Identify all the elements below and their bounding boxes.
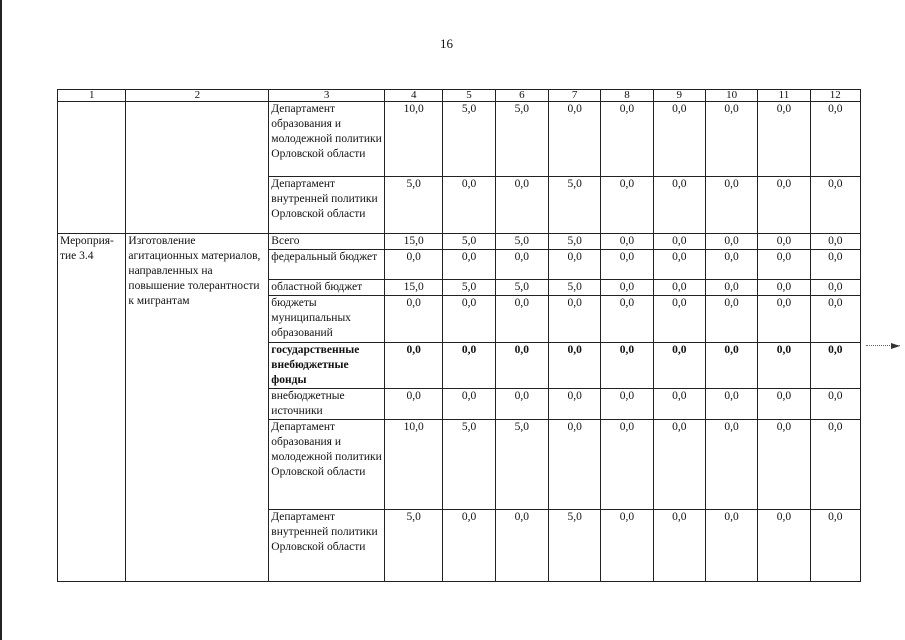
value-cell: 5,0	[443, 280, 495, 296]
header-cell: 1	[58, 90, 126, 102]
value-cell: 0,0	[810, 177, 860, 234]
table-header-row	[58, 90, 861, 102]
description-cell-blank	[126, 102, 269, 234]
activity-label: Мероприя-тие 3.4	[58, 234, 126, 582]
value-cell: 0,0	[810, 102, 860, 177]
funding-source: бюджеты муниципальных образований	[269, 296, 385, 343]
value-cell: 0,0	[385, 250, 443, 280]
value-cell: 0,0	[495, 389, 548, 420]
value-cell: 0,0	[705, 296, 757, 343]
value-cell: 0,0	[653, 280, 705, 296]
funding-source: Департамент образования и молодежной политики Орловской области	[269, 420, 385, 510]
value-cell: 0,0	[810, 250, 860, 280]
value-cell: 0,0	[653, 234, 705, 250]
value-cell: 0,0	[653, 102, 705, 177]
header-cell: 7	[549, 90, 601, 102]
value-cell: 5,0	[549, 510, 601, 582]
value-cell: 0,0	[758, 343, 810, 389]
value-cell: 0,0	[705, 280, 757, 296]
value-cell: 0,0	[601, 510, 653, 582]
value-cell: 10,0	[385, 420, 443, 510]
value-cell: 0,0	[705, 102, 757, 177]
activity-cell-blank	[58, 102, 126, 234]
value-cell: 0,0	[758, 510, 810, 582]
value-cell: 0,0	[495, 177, 548, 234]
value-cell: 5,0	[385, 510, 443, 582]
value-cell: 0,0	[758, 389, 810, 420]
header-cell: 11	[758, 90, 810, 102]
value-cell: 5,0	[443, 420, 495, 510]
value-cell: 0,0	[758, 280, 810, 296]
value-cell: 0,0	[549, 389, 601, 420]
value-cell: 0,0	[705, 420, 757, 510]
header-cell: 6	[495, 90, 548, 102]
value-cell: 0,0	[653, 296, 705, 343]
value-cell: 15,0	[385, 280, 443, 296]
header-cell: 9	[653, 90, 705, 102]
funding-source: Всего	[269, 234, 385, 250]
value-cell: 5,0	[495, 420, 548, 510]
value-cell: 5,0	[443, 234, 495, 250]
value-cell: 5,0	[495, 102, 548, 177]
value-cell: 0,0	[549, 102, 601, 177]
value-cell: 5,0	[549, 234, 601, 250]
value-cell: 0,0	[653, 343, 705, 389]
value-cell: 0,0	[810, 234, 860, 250]
value-cell: 0,0	[443, 296, 495, 343]
value-cell: 5,0	[549, 177, 601, 234]
value-cell: 0,0	[758, 234, 810, 250]
funding-source: федеральный бюджет	[269, 250, 385, 280]
value-cell: 0,0	[758, 250, 810, 280]
value-cell: 0,0	[385, 389, 443, 420]
funding-source: внебюджетные источники	[269, 389, 385, 420]
header-cell: 12	[810, 90, 860, 102]
value-cell: 0,0	[443, 389, 495, 420]
value-cell: 0,0	[549, 420, 601, 510]
table-row	[58, 234, 861, 250]
value-cell: 0,0	[705, 510, 757, 582]
value-cell: 5,0	[385, 177, 443, 234]
value-cell: 0,0	[810, 343, 860, 389]
value-cell: 0,0	[443, 343, 495, 389]
value-cell: 0,0	[705, 177, 757, 234]
value-cell: 0,0	[385, 296, 443, 343]
header-cell: 8	[601, 90, 653, 102]
header-cell: 5	[443, 90, 495, 102]
value-cell: 0,0	[443, 177, 495, 234]
value-cell: 0,0	[385, 343, 443, 389]
header-cell: 4	[385, 90, 443, 102]
funding-source: Департамент внутренней политики Орловской области	[269, 177, 385, 234]
value-cell: 5,0	[495, 234, 548, 250]
page-number: 16	[440, 36, 453, 51]
value-cell: 0,0	[443, 510, 495, 582]
value-cell: 0,0	[549, 343, 601, 389]
value-cell: 0,0	[549, 296, 601, 343]
value-cell: 5,0	[549, 280, 601, 296]
header-cell: 10	[705, 90, 757, 102]
value-cell: 0,0	[758, 177, 810, 234]
value-cell: 0,0	[601, 343, 653, 389]
budget-table	[57, 89, 861, 582]
page-left-edge	[0, 0, 2, 640]
header-cell: 3	[269, 90, 385, 102]
value-cell: 0,0	[495, 343, 548, 389]
funding-source: областной бюджет	[269, 280, 385, 296]
header-cell: 2	[126, 90, 269, 102]
funding-source: государственные внебюджетные фонды	[269, 343, 385, 389]
value-cell: 0,0	[810, 280, 860, 296]
value-cell: 0,0	[495, 510, 548, 582]
value-cell: 0,0	[653, 420, 705, 510]
value-cell: 0,0	[758, 102, 810, 177]
value-cell: 0,0	[758, 420, 810, 510]
funding-source: Департамент внутренней политики Орловской области	[269, 510, 385, 582]
value-cell: 0,0	[601, 177, 653, 234]
value-cell: 0,0	[495, 250, 548, 280]
value-cell: 0,0	[601, 420, 653, 510]
funding-source: Департамент образования и молодежной политики Орловской области	[269, 102, 385, 177]
value-cell: 0,0	[601, 234, 653, 250]
value-cell: 0,0	[653, 250, 705, 280]
value-cell: 0,0	[810, 389, 860, 420]
value-cell: 0,0	[601, 280, 653, 296]
value-cell: 0,0	[653, 510, 705, 582]
table-row	[58, 102, 861, 177]
margin-arrow-mark	[866, 345, 900, 350]
value-cell: 0,0	[810, 420, 860, 510]
value-cell: 0,0	[601, 296, 653, 343]
value-cell: 0,0	[705, 234, 757, 250]
value-cell: 0,0	[443, 250, 495, 280]
value-cell: 0,0	[705, 343, 757, 389]
value-cell: 0,0	[601, 102, 653, 177]
value-cell: 0,0	[810, 296, 860, 343]
value-cell: 0,0	[653, 177, 705, 234]
value-cell: 5,0	[443, 102, 495, 177]
value-cell: 0,0	[601, 250, 653, 280]
activity-description: Изготовление агитационных материалов, направленных на повышение толерантности к мигрантам	[126, 234, 269, 582]
value-cell: 0,0	[653, 389, 705, 420]
value-cell: 0,0	[758, 296, 810, 343]
value-cell: 0,0	[705, 250, 757, 280]
value-cell: 0,0	[495, 296, 548, 343]
value-cell: 5,0	[495, 280, 548, 296]
value-cell: 0,0	[705, 389, 757, 420]
value-cell: 0,0	[549, 250, 601, 280]
value-cell: 0,0	[810, 510, 860, 582]
value-cell: 0,0	[601, 389, 653, 420]
value-cell: 15,0	[385, 234, 443, 250]
value-cell: 10,0	[385, 102, 443, 177]
